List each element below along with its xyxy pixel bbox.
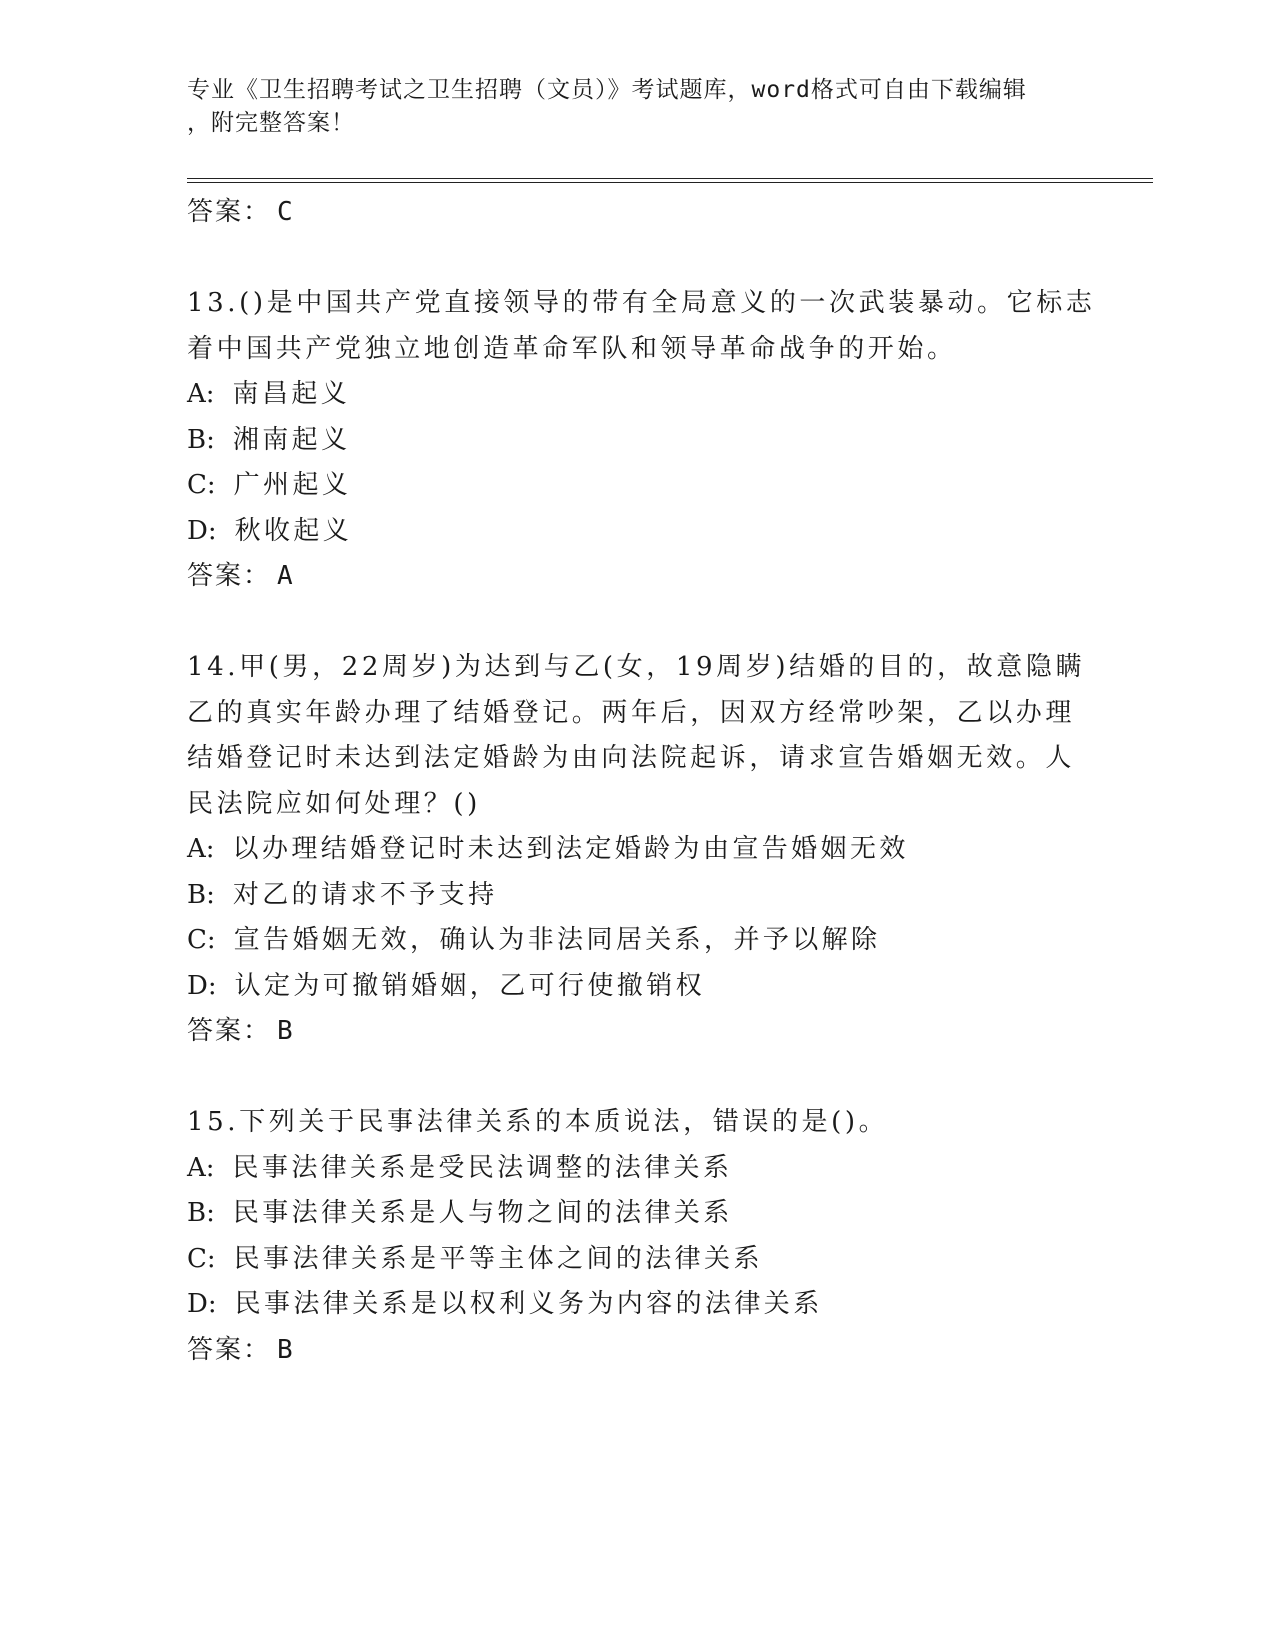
question-text: 民法院应如何处理？() xyxy=(187,788,481,819)
answer-prefix: 答案： xyxy=(187,561,272,591)
option-d: D: 秋收起义 xyxy=(187,515,353,546)
answer-prefix: 答案： xyxy=(187,1334,272,1365)
page-header xyxy=(187,74,1067,140)
option-c: C: 宣告婚姻无效，确认为非法同居关系，并予以解除 xyxy=(187,925,881,955)
question-15 xyxy=(187,1100,1087,1373)
option-d: D: 认定为可撤销婚姻，乙可行使撤销权 xyxy=(187,970,706,1001)
question-text: 13.()是中国共产党直接领导的带有全局意义的一次武装暴动。它标志 xyxy=(187,288,1096,318)
answer-value: B xyxy=(277,1334,295,1365)
header-line-1: 专业《卫生招聘考试之卫生招聘（文员）》考试题库，word格式可自由下载编辑 xyxy=(187,77,1027,103)
option-b: B: 民事法律关系是人与物之间的法律关系 xyxy=(187,1198,733,1228)
option-a: A: 以办理结婚登记时未达到法定婚龄为由宣告婚姻无效 xyxy=(187,834,909,864)
answer-line xyxy=(187,1009,1087,1055)
question-13 xyxy=(187,281,1096,600)
option-b: B: 对乙的请求不予支持 xyxy=(187,879,498,910)
option-a: A: 民事法律关系是受民法调整的法律关系 xyxy=(187,1152,733,1183)
question-list xyxy=(187,190,1096,1373)
answer-line xyxy=(187,190,1087,236)
header-rule xyxy=(187,178,1153,183)
question-text: 结婚登记时未达到法定婚龄为由向法院起诉，请求宣告婚姻无效。人 xyxy=(187,743,1076,773)
question-text: 15.下列关于民事法律关系的本质说法，错误的是()。 xyxy=(187,1107,889,1137)
option-d: D: 民事法律关系是以权利义务为内容的法律关系 xyxy=(187,1289,823,1319)
answer-value: B xyxy=(277,1016,295,1046)
header-line-2: ，附完整答案！ xyxy=(187,110,355,136)
answer-value: C xyxy=(277,197,295,227)
answer-prefix: 答案： xyxy=(187,197,272,227)
answer-line xyxy=(187,1328,1087,1374)
question-14 xyxy=(187,645,1087,1055)
question-text: 乙的真实年龄办理了结婚登记。两年后，因双方经常吵架，乙以办理 xyxy=(187,697,1076,728)
option-c: C: 民事法律关系是平等主体之间的法律关系 xyxy=(187,1243,763,1274)
option-c: C: 广州起义 xyxy=(187,470,352,500)
question-text: 14.甲(男，22周岁)为达到与乙(女，19周岁)结婚的目的，故意隐瞒 xyxy=(187,652,1086,682)
option-b: B: 湘南起义 xyxy=(187,424,351,455)
answer-line xyxy=(187,554,1087,600)
option-a: A: 南昌起义 xyxy=(187,379,351,409)
answer-value: A xyxy=(277,561,295,591)
question-text: 着中国共产党独立地创造革命军队和领导革命战争的开始。 xyxy=(187,333,957,364)
answer-prefix: 答案： xyxy=(187,1016,272,1046)
